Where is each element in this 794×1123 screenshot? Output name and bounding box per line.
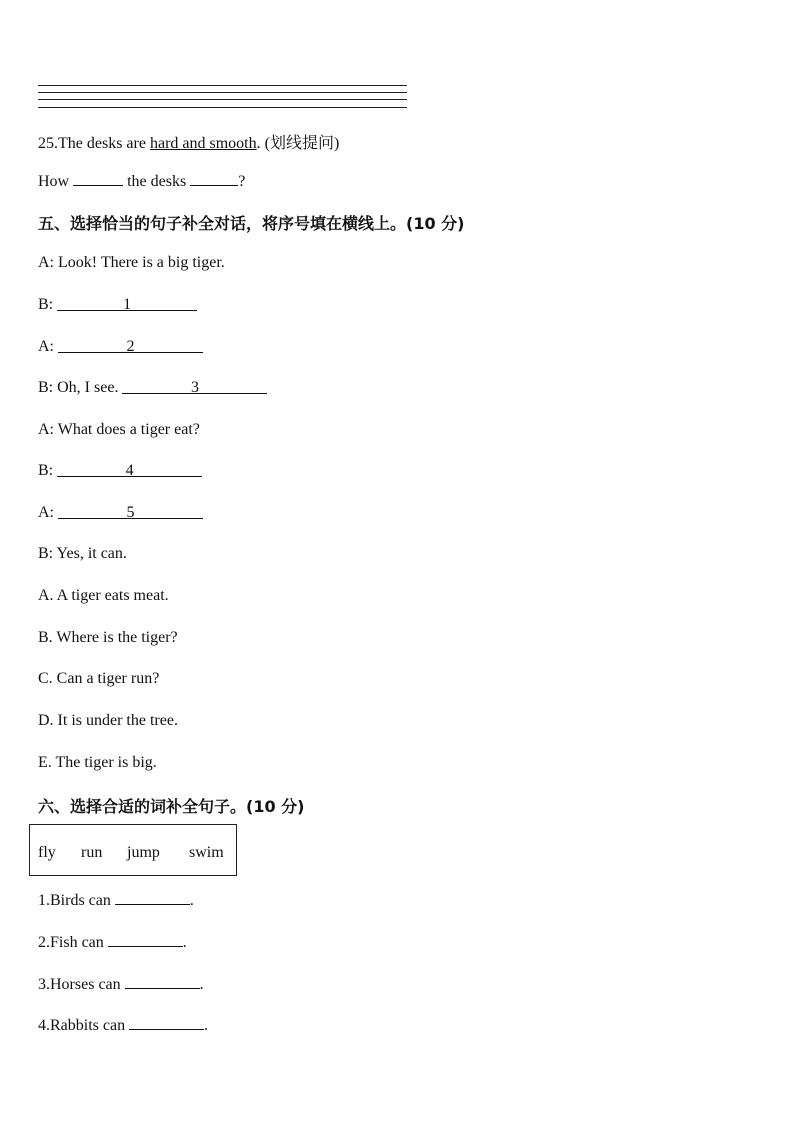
sentence-blank-2[interactable] bbox=[108, 932, 183, 947]
question-25-underlined: hard and smooth bbox=[149, 135, 257, 152]
dialogue-line-8 bbox=[38, 545, 127, 563]
answer-line-4 bbox=[38, 107, 407, 108]
answer-line-2 bbox=[38, 92, 407, 93]
speaker-label: B: bbox=[38, 545, 54, 562]
speaker-label: A: bbox=[38, 338, 54, 355]
sentence-4 bbox=[38, 1015, 208, 1035]
option-e: E. The tiger is big. bbox=[38, 754, 157, 771]
answer-blank-2[interactable] bbox=[190, 171, 238, 186]
dialogue-blank-4[interactable] bbox=[57, 462, 202, 477]
word-run: run bbox=[81, 844, 103, 861]
sentence-period: . bbox=[182, 934, 187, 951]
dialogue-text: Yes, it can. bbox=[56, 545, 127, 562]
sentence-text: 4.Rabbits can bbox=[38, 1017, 130, 1034]
dialogue-blank-2[interactable] bbox=[58, 338, 203, 353]
dialogue-text: What does a tiger eat? bbox=[57, 421, 200, 438]
dialogue-blank-1[interactable] bbox=[57, 296, 197, 311]
sentence-period: . bbox=[204, 1017, 209, 1034]
sentence-2 bbox=[38, 932, 187, 952]
blank-number: 2 bbox=[126, 338, 135, 355]
sentence-3 bbox=[38, 974, 204, 994]
dialogue-text: Oh, I see. bbox=[57, 379, 119, 396]
section-6-heading: 六、选择合适的词补全句子。(10 分) bbox=[38, 797, 305, 816]
sentence-text: 2.Fish can bbox=[38, 934, 108, 951]
option-d: D. It is under the tree. bbox=[38, 712, 178, 729]
blank-number: 1 bbox=[123, 296, 132, 313]
question-25-answer bbox=[38, 171, 245, 191]
option-b: B. Where is the tiger? bbox=[38, 629, 178, 646]
speaker-label: B: bbox=[38, 462, 54, 479]
dialogue-line-5 bbox=[38, 421, 200, 439]
speaker-label: B: bbox=[38, 379, 54, 396]
option-a: A. A tiger eats meat. bbox=[38, 587, 169, 604]
word-swim: swim bbox=[189, 844, 224, 861]
word-fly: fly bbox=[38, 844, 56, 861]
dialogue-line-6 bbox=[38, 462, 202, 480]
dialogue-line-4 bbox=[38, 379, 267, 397]
blank-number: 4 bbox=[125, 462, 134, 479]
dialogue-blank-5[interactable] bbox=[58, 504, 203, 519]
answer-blank-1[interactable] bbox=[73, 171, 123, 186]
sentence-period: . bbox=[189, 892, 194, 909]
speaker-label: B: bbox=[38, 296, 54, 313]
sentence-blank-4[interactable] bbox=[129, 1015, 204, 1030]
question-25 bbox=[38, 130, 339, 153]
dialogue-text: Look! There is a big tiger. bbox=[58, 254, 225, 271]
speaker-label: A: bbox=[38, 254, 54, 271]
question-25-suffix: . (划线提问) bbox=[256, 135, 340, 152]
answer-line-3 bbox=[38, 99, 407, 100]
dialogue-blank-3[interactable] bbox=[122, 379, 267, 394]
sentence-1 bbox=[38, 890, 194, 910]
answer-part-1: How bbox=[38, 173, 74, 190]
speaker-label: A: bbox=[38, 421, 54, 438]
blank-number: 3 bbox=[190, 379, 199, 396]
dialogue-line-2 bbox=[38, 296, 197, 314]
question-25-prefix: 25.The desks are bbox=[38, 135, 150, 152]
answer-part-3: ? bbox=[238, 173, 246, 190]
blank-number: 5 bbox=[126, 504, 135, 521]
sentence-blank-3[interactable] bbox=[125, 974, 200, 989]
word-box bbox=[29, 824, 237, 876]
answer-part-2: the desks bbox=[123, 173, 191, 190]
sentence-period: . bbox=[199, 976, 204, 993]
sentence-blank-1[interactable] bbox=[115, 890, 190, 905]
sentence-text: 1.Birds can bbox=[38, 892, 115, 909]
answer-line-1 bbox=[38, 85, 407, 86]
dialogue-line-1 bbox=[38, 254, 225, 272]
speaker-label: A: bbox=[38, 504, 54, 521]
sentence-text: 3.Horses can bbox=[38, 976, 125, 993]
word-jump: jump bbox=[127, 844, 160, 861]
dialogue-line-3 bbox=[38, 338, 203, 356]
section-5-heading: 五、选择恰当的句子补全对话，将序号填在横线上。(10 分) bbox=[38, 214, 465, 233]
option-c: C. Can a tiger run? bbox=[38, 670, 160, 687]
dialogue-line-7 bbox=[38, 504, 203, 522]
